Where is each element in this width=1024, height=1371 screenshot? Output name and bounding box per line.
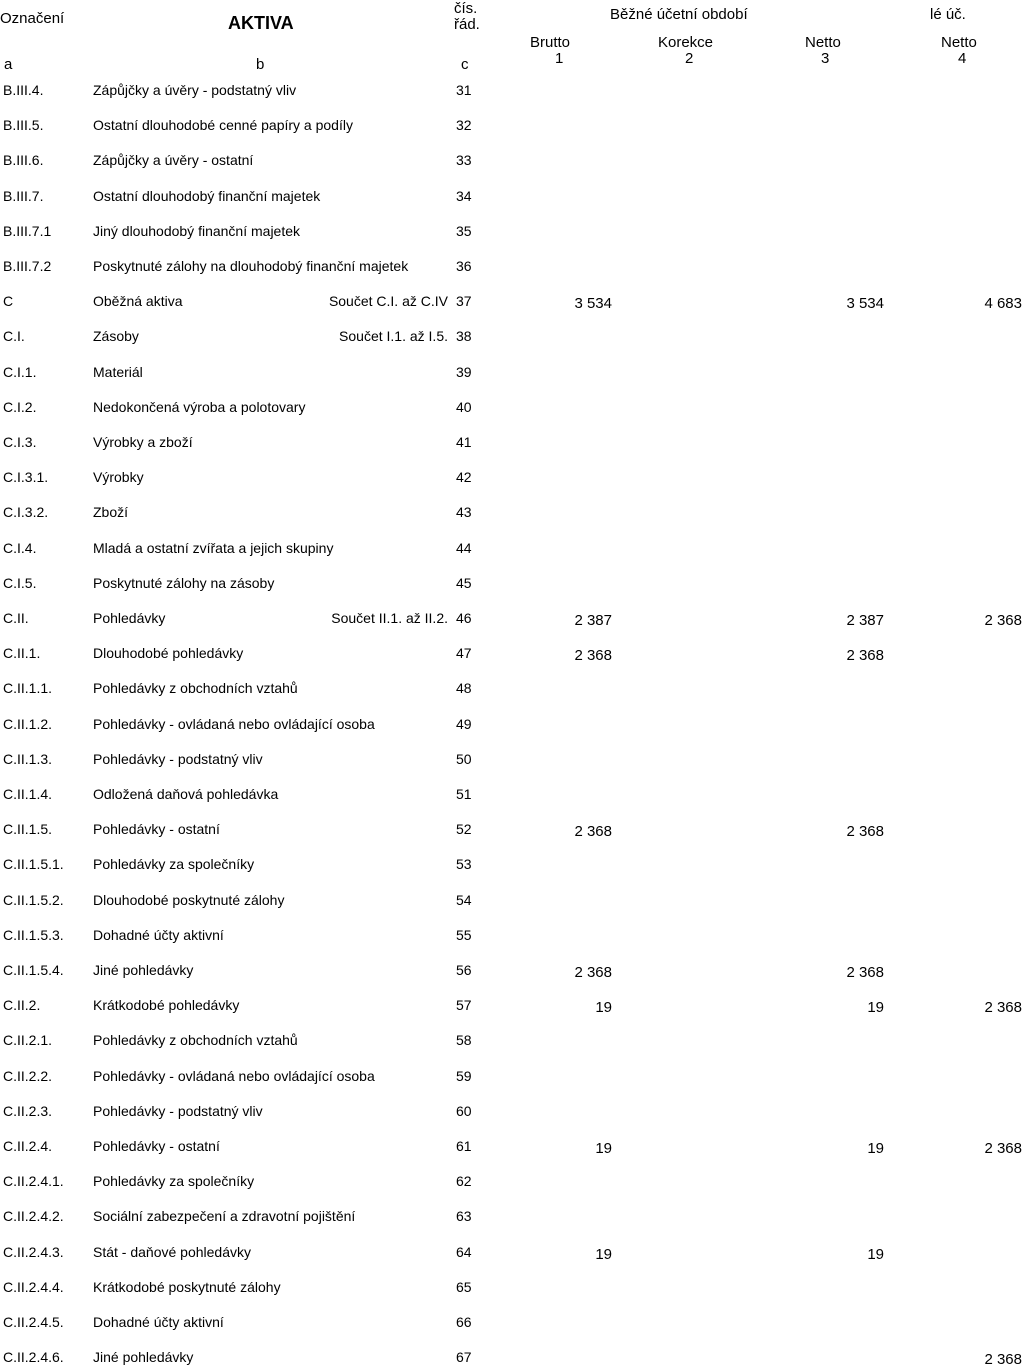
row-code: C.I.2. — [3, 398, 37, 415]
row-name: Výrobky a zboží — [93, 434, 193, 450]
row-code: B.III.7.2 — [3, 258, 52, 274]
row-code: C.II.1.2. — [3, 715, 53, 732]
table-row — [0, 1208, 1024, 1230]
table-row — [0, 399, 1024, 421]
row-line-number: 65 — [456, 1278, 472, 1295]
row-netto: 2 368 — [846, 823, 884, 841]
row-brutto: 2 387 — [574, 612, 612, 629]
table-row — [0, 364, 1024, 386]
row-name: Pohledávky — [93, 610, 166, 626]
table-row — [0, 610, 1024, 632]
row-sum-note: Součet C.I. až C.IV — [328, 293, 448, 310]
row-line-number: 60 — [456, 1102, 472, 1119]
row-code: B.III.6. — [3, 152, 44, 169]
table-row — [0, 575, 1024, 597]
row-name: Dohadné účty aktivní — [93, 1314, 224, 1330]
header-letter-a: a — [4, 56, 13, 73]
row-code: C.II.1.3. — [3, 750, 53, 767]
table-row — [0, 1068, 1024, 1090]
row-line-number: 34 — [456, 187, 472, 204]
row-netto-prev: 4 683 — [984, 295, 1022, 313]
row-code: C.I.3.1. — [3, 469, 49, 486]
row-code: C.I. — [3, 328, 25, 345]
header-netto: Netto — [805, 34, 841, 51]
row-code: C.II.2.3. — [3, 1102, 53, 1119]
header-oznaceni: Označení — [0, 10, 65, 27]
row-code: B.III.7.1 — [3, 222, 52, 239]
row-name: Jiné pohledávky — [93, 962, 194, 978]
row-line-number: 40 — [456, 398, 472, 415]
row-code: C.II.2.4.3. — [3, 1243, 64, 1260]
row-code: C.II.1.4. — [3, 786, 53, 802]
row-brutto: 2 368 — [574, 823, 612, 841]
row-line-number: 57 — [456, 997, 472, 1014]
row-code: C.II.1.1. — [3, 680, 53, 697]
row-line-number: 50 — [456, 750, 472, 767]
row-code: C.I.5. — [3, 574, 37, 591]
row-code: C.II.2.4.1. — [3, 1173, 64, 1190]
table-row — [0, 1244, 1024, 1266]
table-row — [0, 82, 1024, 104]
row-line-number: 56 — [456, 962, 472, 978]
table-row — [0, 997, 1024, 1019]
row-line-number: 46 — [456, 610, 472, 626]
header-num-1: 1 — [555, 50, 564, 67]
table-row — [0, 786, 1024, 808]
row-code: C.II.2.2. — [3, 1067, 53, 1084]
header-letter-c: c — [461, 56, 469, 73]
table-row — [0, 1314, 1024, 1336]
row-name: Stát - daňové pohledávky — [93, 1243, 251, 1260]
row-name: Pohledávky - ostatní — [93, 1138, 220, 1154]
row-netto: 2 368 — [846, 964, 884, 981]
row-brutto: 19 — [595, 1140, 612, 1157]
row-name: Dohadné účty aktivní — [93, 926, 224, 943]
table-row — [0, 962, 1024, 984]
table-row — [0, 680, 1024, 702]
table-row — [0, 258, 1024, 280]
table-row — [0, 152, 1024, 174]
row-brutto: 3 534 — [574, 295, 612, 313]
row-line-number: 42 — [456, 469, 472, 486]
row-name: Pohledávky - podstatný vliv — [93, 1102, 263, 1119]
row-code: C.II.1.5.4. — [3, 962, 64, 978]
row-line-number: 47 — [456, 645, 472, 662]
header-cis: čís. — [454, 0, 478, 17]
row-code: C.II.2.4. — [3, 1138, 53, 1154]
header-korekce: Korekce — [658, 34, 714, 51]
row-line-number: 33 — [456, 152, 472, 169]
header-num-4: 4 — [958, 50, 967, 67]
row-brutto: 2 368 — [574, 964, 612, 981]
row-code: C.II.1.5. — [3, 821, 53, 838]
row-code: B.III.5. — [3, 117, 44, 134]
row-code: C — [3, 293, 14, 310]
table-row — [0, 1032, 1024, 1054]
table-row — [0, 645, 1024, 667]
row-code: B.III.4. — [3, 82, 44, 98]
row-name: Pohledávky z obchodních vztahů — [93, 680, 298, 697]
row-name: Poskytnuté zálohy na dlouhodobý finanční majetek — [93, 258, 409, 274]
row-line-number: 52 — [456, 821, 472, 838]
row-line-number: 58 — [456, 1032, 472, 1049]
row-name: Zápůjčky a úvěry - podstatný vliv — [93, 82, 297, 98]
row-line-number: 64 — [456, 1243, 472, 1260]
row-name: Nedokončená výroba a polotovary — [93, 398, 306, 415]
row-line-number: 55 — [456, 926, 472, 943]
row-name: Krátkodobé pohledávky — [93, 997, 240, 1014]
row-line-number: 59 — [456, 1067, 472, 1084]
row-name: Zásoby — [93, 328, 139, 345]
row-netto: 2 368 — [846, 647, 884, 665]
row-name: Pohledávky - ostatní — [93, 821, 220, 838]
row-netto-prev: 2 368 — [984, 1351, 1022, 1369]
row-name: Oběžná aktiva — [93, 293, 183, 310]
table-row — [0, 223, 1024, 245]
row-code: C.II. — [3, 610, 29, 626]
row-brutto: 19 — [595, 999, 612, 1017]
row-line-number: 35 — [456, 222, 472, 239]
row-name: Pohledávky za společníky — [93, 1173, 255, 1190]
header-rad: řád. — [454, 16, 480, 33]
row-code: C.II.2.4.4. — [3, 1278, 64, 1295]
row-line-number: 45 — [456, 574, 472, 591]
row-name: Krátkodobé poskytnuté zálohy — [93, 1278, 281, 1295]
row-name: Jiné pohledávky — [93, 1349, 194, 1366]
row-netto: 19 — [867, 1140, 884, 1157]
row-netto-prev: 2 368 — [984, 999, 1022, 1017]
table-row — [0, 856, 1024, 878]
table-row — [0, 504, 1024, 526]
row-code: C.II.2.4.6. — [3, 1349, 64, 1366]
row-netto: 2 387 — [846, 612, 884, 629]
table-row — [0, 434, 1024, 456]
row-name: Pohledávky z obchodních vztahů — [93, 1032, 298, 1049]
row-sum-note: Součet II.1. až II.2. — [331, 610, 448, 626]
row-line-number: 54 — [456, 891, 472, 908]
header-minule-obdobi: lé úč. — [930, 6, 966, 23]
row-code: C.I.1. — [3, 363, 37, 380]
row-name: Ostatní dlouhodobý finanční majetek — [93, 187, 321, 204]
row-code: C.I.3. — [3, 434, 37, 450]
row-code: C.II.2.4.2. — [3, 1208, 64, 1225]
row-code: B.III.7. — [3, 187, 44, 204]
row-name: Výrobky — [93, 469, 144, 486]
row-line-number: 39 — [456, 363, 472, 380]
row-name: Sociální zabezpečení a zdravotní pojištění — [93, 1208, 356, 1225]
row-line-number: 51 — [456, 786, 472, 802]
row-brutto: 2 368 — [574, 647, 612, 665]
row-code: C.I.3.2. — [3, 504, 49, 521]
row-line-number: 32 — [456, 117, 472, 134]
row-sum-note: Součet I.1. až I.5. — [339, 328, 448, 345]
row-name: Pohledávky za společníky — [93, 856, 255, 873]
row-name: Odložená daňová pohledávka — [93, 786, 279, 802]
row-line-number: 44 — [456, 539, 472, 556]
row-line-number: 48 — [456, 680, 472, 697]
header-bezne-obdobi: Běžné účetní období — [610, 6, 748, 23]
row-code: C.II.2. — [3, 997, 41, 1014]
table-row — [0, 821, 1024, 843]
table-row — [0, 927, 1024, 949]
row-code: C.II.1.5.2. — [3, 891, 64, 908]
row-line-number: 37 — [456, 293, 472, 310]
row-netto: 3 534 — [846, 295, 884, 313]
row-line-number: 41 — [456, 434, 472, 450]
row-code: C.II.2.1. — [3, 1032, 53, 1049]
row-name: Dlouhodobé poskytnuté zálohy — [93, 891, 285, 908]
row-name: Pohledávky - ovládaná nebo ovládající osoba — [93, 1067, 375, 1084]
row-line-number: 38 — [456, 328, 472, 345]
row-netto: 19 — [867, 999, 884, 1017]
table-row — [0, 751, 1024, 773]
table-row — [0, 716, 1024, 738]
row-netto-prev: 2 368 — [984, 612, 1022, 629]
table-row — [0, 328, 1024, 350]
row-name: Jiný dlouhodobý finanční majetek — [93, 222, 301, 239]
table-row — [0, 293, 1024, 315]
row-line-number: 61 — [456, 1138, 472, 1154]
row-name: Ostatní dlouhodobé cenné papíry a podíly — [93, 117, 353, 134]
row-name: Mladá a ostatní zvířata a jejich skupiny — [93, 539, 334, 556]
row-name: Pohledávky - ovládaná nebo ovládající osoba — [93, 715, 375, 732]
header-brutto: Brutto — [530, 34, 571, 51]
row-name: Dlouhodobé pohledávky — [93, 645, 244, 662]
header-aktiva: AKTIVA — [228, 13, 294, 33]
row-code: C.II.1. — [3, 645, 41, 662]
row-netto-prev: 2 368 — [984, 1140, 1022, 1157]
table-row — [0, 1103, 1024, 1125]
table-row — [0, 117, 1024, 139]
row-line-number: 53 — [456, 856, 472, 873]
table-row — [0, 188, 1024, 210]
row-name: Zápůjčky a úvěry - ostatní — [93, 152, 254, 169]
table-row — [0, 1138, 1024, 1160]
row-name: Zboží — [93, 504, 129, 521]
header-num-3: 3 — [821, 50, 830, 67]
row-code: C.II.1.5.1. — [3, 856, 64, 873]
row-name: Poskytnuté zálohy na zásoby — [93, 574, 275, 591]
table-row — [0, 1173, 1024, 1195]
row-brutto: 19 — [595, 1245, 612, 1263]
row-line-number: 43 — [456, 504, 472, 521]
row-code: C.II.1.5.3. — [3, 926, 64, 943]
row-line-number: 36 — [456, 258, 472, 274]
row-netto: 19 — [867, 1245, 884, 1263]
header-netto-prev: Netto — [941, 34, 977, 51]
row-line-number: 62 — [456, 1173, 472, 1190]
row-line-number: 31 — [456, 82, 472, 98]
row-line-number: 49 — [456, 715, 472, 732]
row-line-number: 67 — [456, 1349, 472, 1366]
row-code: C.I.4. — [3, 539, 37, 556]
header-letter-b: b — [256, 56, 265, 73]
table-row — [0, 1279, 1024, 1301]
table-row — [0, 540, 1024, 562]
row-line-number: 66 — [456, 1314, 472, 1330]
row-name: Pohledávky - podstatný vliv — [93, 750, 263, 767]
table-row — [0, 892, 1024, 914]
row-code: C.II.2.4.5. — [3, 1314, 64, 1330]
row-name: Materiál — [93, 363, 143, 380]
table-row — [0, 1349, 1024, 1371]
table-row — [0, 469, 1024, 491]
row-line-number: 63 — [456, 1208, 472, 1225]
header-num-2: 2 — [685, 50, 694, 67]
